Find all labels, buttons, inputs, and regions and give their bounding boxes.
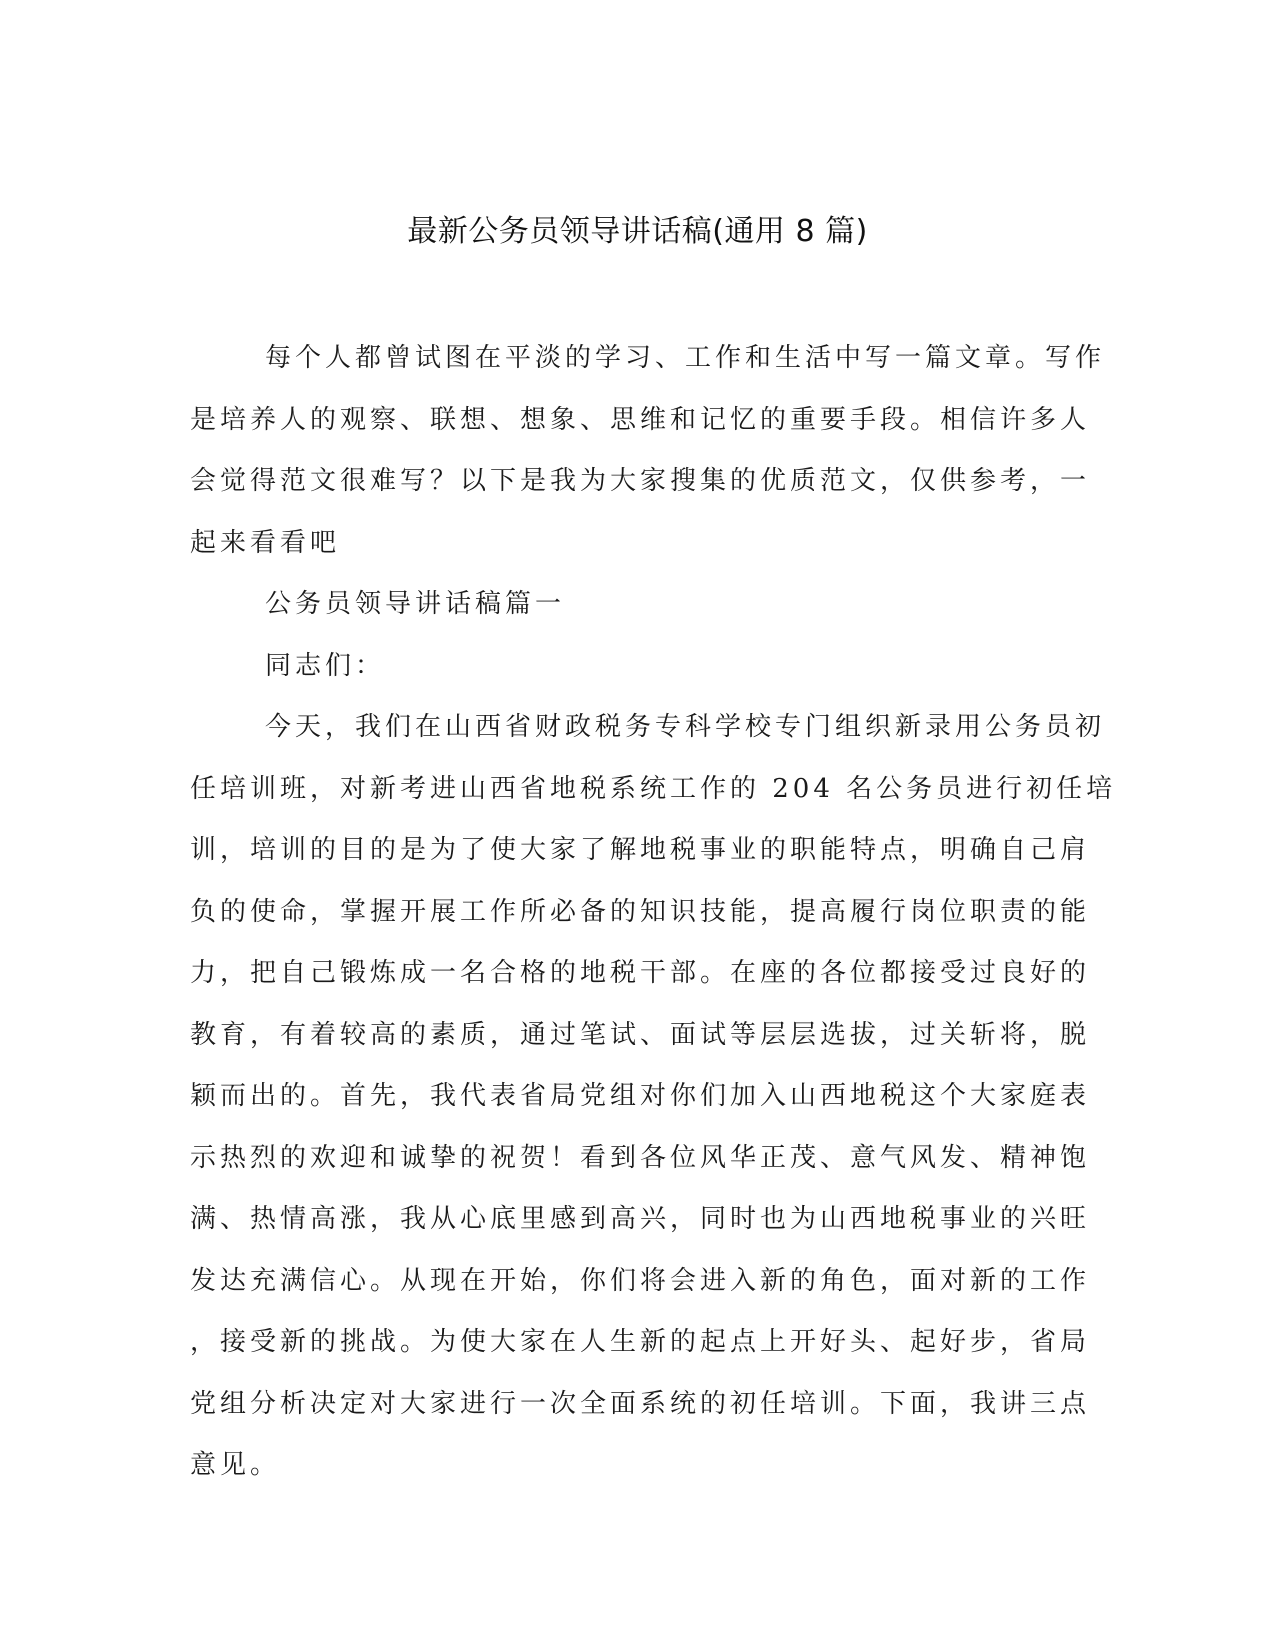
speech-line: 训，培训的目的是为了使大家了解地税事业的职能特点，明确自己肩 bbox=[190, 835, 1091, 865]
section-heading: 公务员领导讲话稿篇一 bbox=[265, 589, 566, 619]
salutation: 同志们： bbox=[265, 650, 386, 681]
speech-line: 发达充满信心。从现在开始，你们将会进入新的角色，面对新的工作 bbox=[190, 1265, 1091, 1296]
intro-line: 会觉得范文很难写？以下是我为大家搜集的优质范文，仅供参考，一 bbox=[190, 466, 1091, 496]
speech-line: 教育，有着较高的素质，通过笔试、面试等层层选拔，过关斩将，脱 bbox=[190, 1019, 1091, 1050]
speech-line: 示热烈的欢迎和诚挚的祝贺！看到各位风华正茂、意气风发、精神饱 bbox=[190, 1142, 1091, 1173]
document-body bbox=[190, 328, 1117, 1497]
speech-line: ，接受新的挑战。为使大家在人生新的起点上开好头、起好步，省局 bbox=[190, 1327, 1091, 1357]
speech-line: 今天，我们在山西省财政税务专科学校专门组织新录用公务员初 bbox=[265, 712, 1106, 742]
speech-line: 颖而出的。首先，我代表省局党组对你们加入山西地税这个大家庭表 bbox=[190, 1081, 1091, 1111]
intro-line: 每个人都曾试图在平淡的学习、工作和生活中写一篇文章。写作 bbox=[265, 343, 1106, 373]
document-title: 最新公务员领导讲话稿(通用 8 篇) bbox=[407, 214, 868, 249]
speech-line: 满、热情高涨，我从心底里感到高兴，同时也为山西地税事业的兴旺 bbox=[190, 1204, 1091, 1234]
speech-line: 任培训班，对新考进山西省地税系统工作的 204 名公务员进行初任培 bbox=[190, 773, 1117, 804]
speech-line: 负的使命，掌握开展工作所必备的知识技能，提高履行岗位职责的能 bbox=[190, 896, 1091, 927]
intro-line: 是培养人的观察、联想、想象、思维和记忆的重要手段。相信许多人 bbox=[190, 404, 1091, 435]
speech-line: 力，把自己锻炼成一名合格的地税干部。在座的各位都接受过良好的 bbox=[190, 958, 1091, 988]
speech-line: 党组分析决定对大家进行一次全面系统的初任培训。下面，我讲三点 bbox=[190, 1388, 1091, 1419]
intro-line: 起来看看吧 bbox=[190, 527, 341, 558]
speech-line: 意见。 bbox=[190, 1450, 281, 1480]
